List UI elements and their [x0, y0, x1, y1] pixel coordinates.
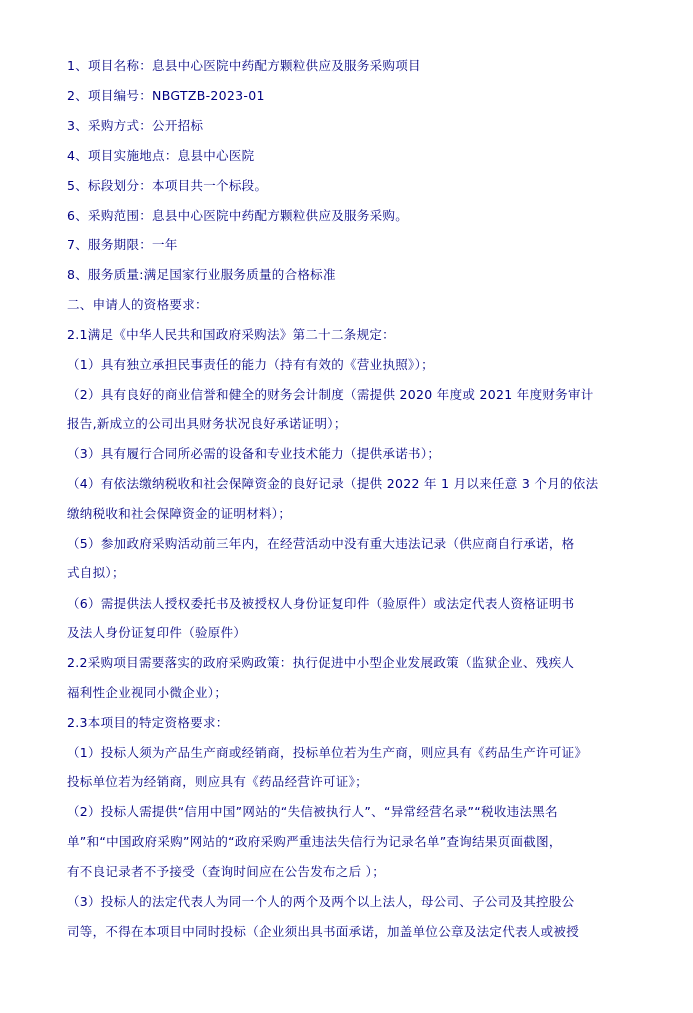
requirement-2-line-1: （2）具有良好的商业信誉和健全的财务会计制度（需提供 2020 年度或 2021 年度财务审计	[67, 387, 594, 402]
requirement-4-line-2: 缴纳税收和社会保障资金的证明材料）；	[67, 506, 292, 521]
special-requirement-2-line-1: （2）投标人需提供“信用中国”网站的“失信被执行人”、“异常经营名录”“税收违法黑名	[67, 804, 558, 819]
requirement-3: （3）具有履行合同所必需的设备和专业技术能力（提供承诺书）；	[67, 446, 441, 461]
item-procurement-method: 3、采购方式：公开招标	[67, 118, 204, 133]
section-heading-qualifications: 二、申请人的资格要求：	[67, 297, 208, 312]
item-procurement-scope: 6、采购范围：息县中心医院中药配方颗粒供应及服务采购。	[67, 208, 409, 223]
clause-2-3: 2.3本项目的特定资格要求：	[67, 715, 229, 730]
requirement-6-line-2: 及法人身份证复印件（验原件）	[67, 625, 247, 640]
special-requirement-3-line-1: （3）投标人的法定代表人为同一个人的两个及两个以上法人，母公司、子公司及其控股公	[67, 894, 575, 909]
requirement-5-line-1: （5）参加政府采购活动前三年内，在经营活动中没有重大违法记录（供应商自行承诺，格	[67, 536, 575, 551]
clause-2-2-line-2: 福利性企业视同小微企业）；	[67, 685, 228, 700]
requirement-4-line-1: （4）有依法缴纳税收和社会保障资金的良好记录（提供 2022 年 1 月以来任意 3 个月的依法	[67, 476, 599, 491]
item-project-number: 2、项目编号：NBGTZB-2023-01	[67, 88, 265, 103]
item-implementation-location: 4、项目实施地点：息县中心医院	[67, 148, 255, 163]
special-requirement-1-line-1: （1）投标人须为产品生产商或经销商，投标单位若为生产商，则应具有《药品生产许可证》	[67, 745, 588, 760]
item-project-name: 1、项目名称：息县中心医院中药配方颗粒供应及服务采购项目	[67, 58, 421, 73]
special-requirement-2-line-2: 单”和“中国政府采购”网站的“政府采购严重违法失信行为记录名单”查询结果页面截图，	[67, 834, 562, 849]
special-requirement-3-line-2: 司等，不得在本项目中同时投标（企业须出具书面承诺，加盖单位公章及法定代表人或被授	[67, 924, 580, 939]
requirement-2-line-2: 报告,新成立的公司出具财务状况良好承诺证明）；	[67, 416, 347, 431]
item-service-quality: 8、服务质量:满足国家行业服务质量的合格标准	[67, 267, 336, 282]
requirement-6-line-1: （6）需提供法人授权委托书及被授权人身份证复印件（验原件）或法定代表人资格证明书	[67, 596, 575, 611]
special-requirement-2-line-3: 有不良记录者不予接受（查询时间应在公告发布之后 ）；	[67, 864, 386, 879]
requirement-5-line-2: 式自拟）；	[67, 565, 125, 580]
clause-2-1: 2.1满足《中华人民共和国政府采购法》第二十二条规定：	[67, 327, 395, 342]
clause-2-2-line-1: 2.2采购项目需要落实的政府采购政策：执行促进中小型企业发展政策（监狱企业、残疾人	[67, 655, 575, 670]
item-service-period: 7、服务期限：一年	[67, 237, 178, 252]
special-requirement-1-line-2: 投标单位若为经销商，则应具有《药品经营许可证》；	[67, 774, 368, 789]
requirement-1: （1）具有独立承担民事责任的能力（持有有效的《营业执照》）；	[67, 357, 434, 372]
item-lot-division: 5、标段划分：本项目共一个标段。	[67, 178, 268, 193]
